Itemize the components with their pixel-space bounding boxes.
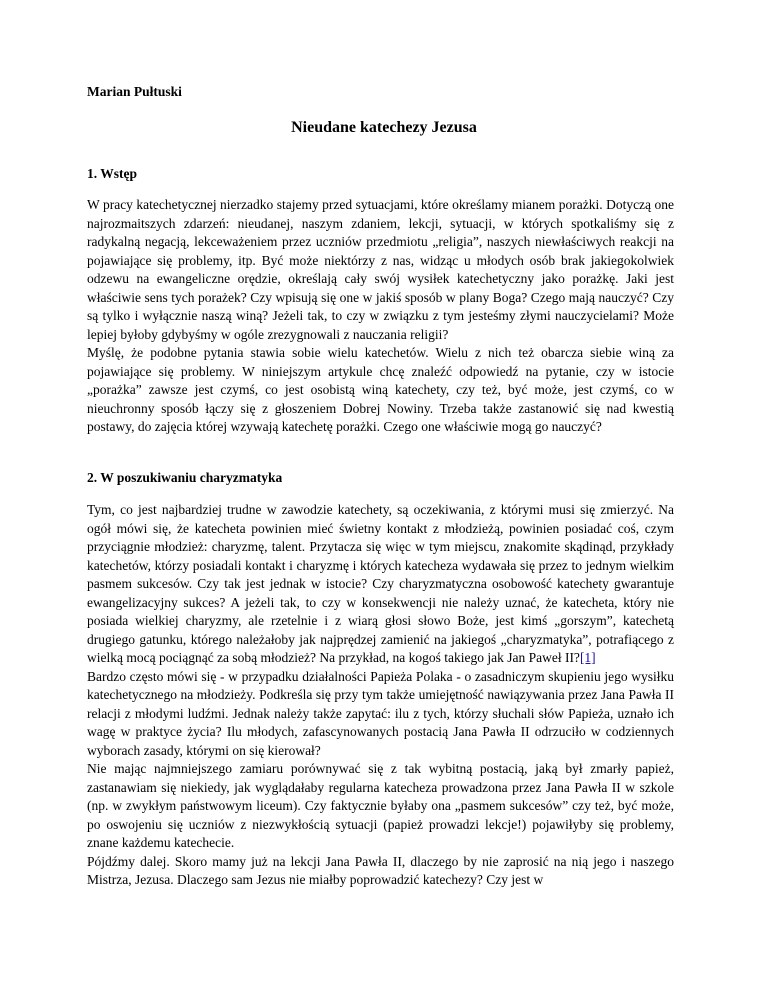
paragraph: Nie mając najmniejszego zamiaru porównywać się z tak wybitną postacią, jaką był zmarły papież, zastanawiam się niekiedy, jak wyglądałaby regularna katecheza prowadzona przez Jana Pawła II w szkole (np. w zwykłym państwowym liceum). Czy faktycznie byłaby ona „pasmem sukcesów” czy też, być może, po oswojeniu się uczniów z niezwykłością sytuacji (papież prowadzi lekcje!) pojawiłyby się problemy, znane każdemu katechecie. [87,761,674,850]
paragraph: Bardzo często mówi się - w przypadku działalności Papieża Polaka - o zasadniczym skupieniu jego wysiłku katechetycznego na młodzieży. Podkreśla się przy tym także umiejętność nawiązywania przez Jana Pawła II relacji z młodymi ludźmi. Jednak należy także zapytać: ilu z tych, którzy słuchali słów Papieża, uznało ich wagę w praktyce życia? Ilu młodych, zafascynowanych postacią Jana Pawła II odrzuciło w codziennych wyborach zasady, którymi on się kierował? [87,668,674,758]
document-title: Nieudane katechezy Jezusa [291,119,477,136]
section-body-introduction [87,196,674,437]
paragraph: W pracy katechetycznej nierzadko stajemy przed sytuacjami, które określamy mianem porażki. Dotyczą one najrozmaitszych zdarzeń: nieudanej, naszym zdaniem, lekcji, sytuacji, w których spotkaliśmy się z radykalną negacją, lekceważeniem przez uczniów przedmiotu „religia”, naszych niewłaściwych reakcji na pojawiające się problemy, itp. Być może niektórzy z nas, widząc u młodych osób brak jakiegokolwiek odzewu na ewangeliczne orędzie, określają cały swój wysiłek katechetyczny jako porażkę. Jaki jest właściwie sens tych porażek? Czy wpisują się one w jakiś sposób w plany Boga? Czego mają nauczyć? Czy są tylko i wyłącznie naszą winą? Jeżeli tak, to czy w związku z tym jesteśmy złymi nauczycielami? Może lepiej byłoby gdybyśmy w ogóle zrezygnowali z nauczania religii? [87,197,674,342]
paragraph [87,501,674,668]
author-name: Marian Pułtuski [87,84,182,99]
section-heading-charismatic: 2. W poszukiwaniu charyzmatyka [87,470,283,485]
section-heading-introduction: 1. Wstęp [87,166,138,181]
footnote-link[interactable]: [1] [579,650,596,665]
paragraph: Myślę, że podobne pytania stawia sobie wielu katechetów. Wielu z nich też obarcza siebie winą za pojawiające się problemy. W niniejszym artykule chcę znaleźć odpowiedź na pytanie, czy w istocie „porażka” zawsze jest czymś, co jest osobistą winą katechety, czy też, być może, jest czymś, co w nieuchronny sposób łączy się z głoszeniem Dobrej Nowiny. Trzeba także zastanowić się nad kwestią postawy, do zajęcia której wzywają katechetę porażki. Czego one właściwie mogą go nauczyć? [87,345,674,434]
paragraph: Pójdźmy dalej. Skoro mamy już na lekcji Jana Pawła II, dlaczego by nie zaprosić na nią jego i naszego Mistrza, Jezusa. Dlaczego sam Jezus nie miałby poprowadzić katechezy? Czy jest w [87,853,674,887]
section-body-charismatic [87,501,674,890]
paragraph-text: Tym, co jest najbardziej trudne w zawodzie katechety, są oczekiwania, z którymi musi się zmierzyć. Na ogół mówi się, że katecheta powinien mieć świetny kontakt z młodzieżą, powinien posiadać coś, czym przyciągnie młodzież: charyzmę, talent. Przytacza się więc w tym miejscu, znakomite skądinąd, przykłady katechetów, którzy posiadali kontakt i charyzmę i których katecheza wydawała się przez to jednym wielkim pasmem sukcesów. Czy tak jest jednak w istocie? Czy charyzmatyczna osobowość katechety gwarantuje ewangelizacyjny sukces? A jeżeli tak, to czy w konsekwencji nie należy uznać, że katecheta, który nie posiada wielkiej charyzmy, ale rzetelnie i z wiarą głosi słowo Boże, jest kimś „gorszym”, katechetą drugiego gatunku, którego należałoby jak najprędzej zamienić na jakiegoś „charyzmatyka”, potrafiącego z wielką mocą pociągnąć za sobą młodzież? Na przykład, na kogoś takiego jak Jan Paweł II? [87,502,674,665]
